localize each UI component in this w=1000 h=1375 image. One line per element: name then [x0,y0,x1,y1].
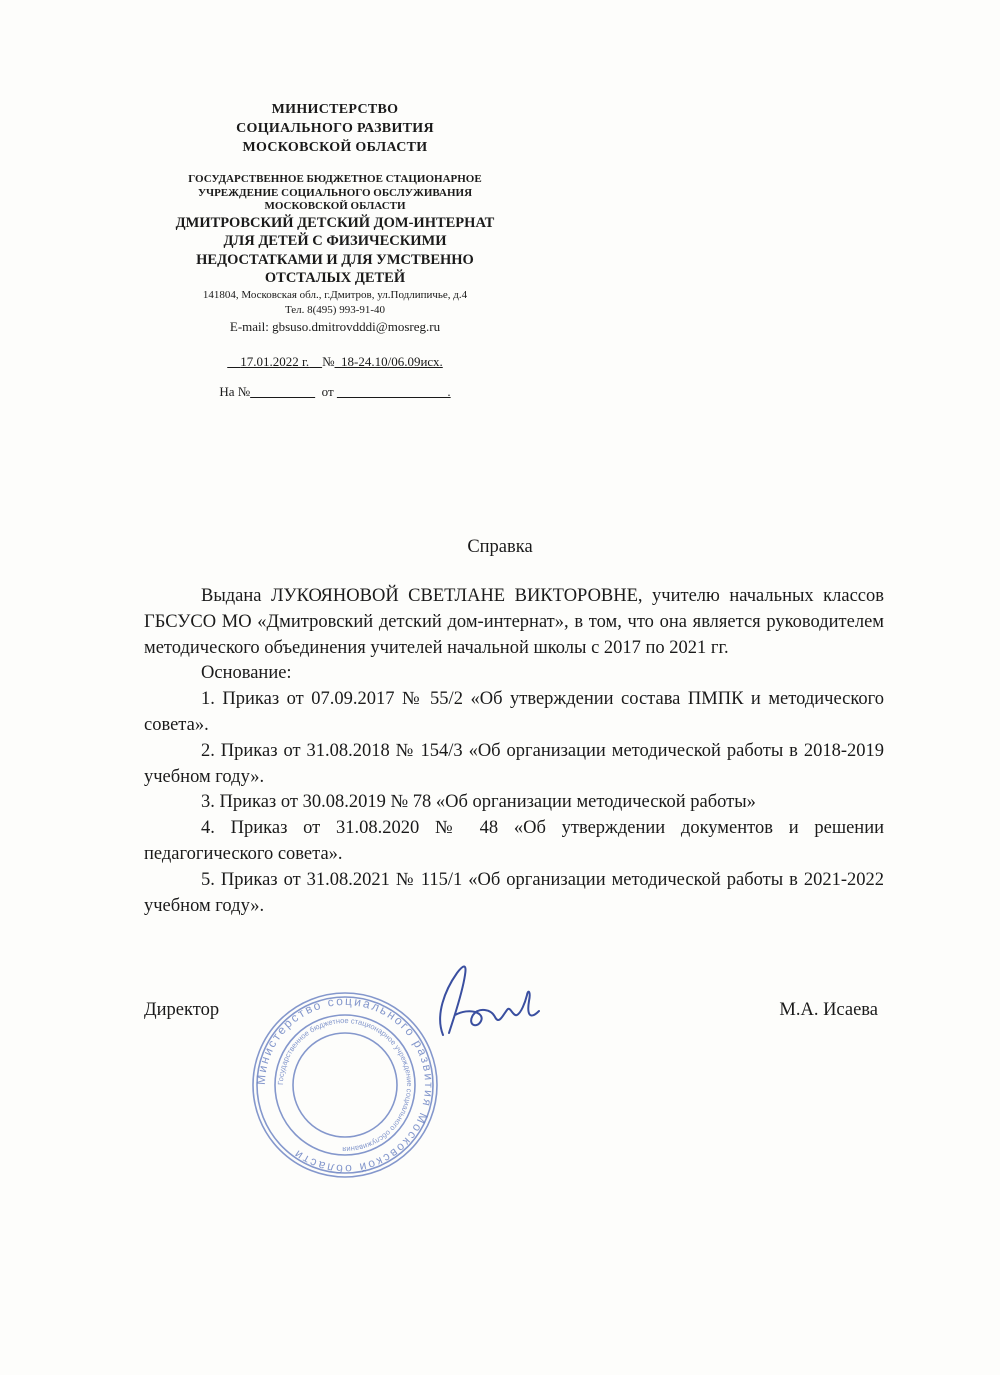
paragraph-order-1: 1. Приказ от 07.09.2017 № 55/2 «Об утверждении состава ПМПК и методического совета». [144,689,884,735]
letterhead [120,100,550,400]
reference-line [120,384,550,400]
signatory-name: М.А. Исаева [779,1000,878,1020]
ministry-line: СОЦИАЛЬНОГО РАЗВИТИЯ [236,121,434,136]
reg-number: 18-24.10/06.09исх. [341,353,443,369]
paragraph-order-5: 5. Приказ от 31.08.2021 № 115/1 «Об организации методической работы в 2021-2022 учебном году». [144,869,884,916]
ref-from: от [321,383,334,399]
institution-name-line: НЕДОСТАТКАМИ И ДЛЯ УМСТВЕННО [196,251,474,268]
document-body [144,584,884,919]
institution-type-line: ГОСУДАРСТВЕННОЕ БЮДЖЕТНОЕ СТАЦИОНАРНОЕ [188,173,482,185]
official-stamp [250,990,440,1180]
ref-prefix: На № [219,383,251,399]
email: E-mail: gbsuso.dmitrovdddi@mosreg.ru [229,318,441,334]
registration-line [120,354,550,370]
institution-name-line: ОТСТАЛЫХ ДЕТЕЙ [264,270,406,286]
ref-date-blank: . [336,383,451,399]
ministry-line: МИНИСТЕРСТВО [271,102,399,117]
paragraph-order-3: 3. Приказ от 30.08.2019 № 78 «Об организации методической работы» [201,792,756,813]
institution-name-line: ДМИТРОВСКИЙ ДЕТСКИЙ ДОМ-ИНТЕРНАТ [175,214,495,231]
svg-text:Государственное бюджетное стац [276,1016,414,1154]
reg-number-field [335,354,443,369]
paragraph-order-4: 4. Приказ от 31.08.2020 № 48 «Об утверждении документов и решении педагогического совета». [144,818,884,864]
institution-type-line: МОСКОВСКОЙ ОБЛАСТИ [264,200,406,212]
handwritten-signature [415,955,555,1045]
stamp-inner-text: Государственное бюджетное стационарное учреждение социального обслуживания [275,1015,415,1155]
reg-date: 17.01.2022 г. [240,353,310,369]
institution-type-line: УЧРЕЖДЕНИЕ СОЦИАЛЬНОГО ОБСЛУЖИВАНИЯ [197,186,473,199]
ministry-line: МОСКОВСКОЙ ОБЛАСТИ [242,140,428,155]
reg-date-field [227,354,322,369]
institution-name [120,214,550,288]
phone: Тел. 8(495) 993-91-40 [284,303,386,316]
reg-number-sign: № [322,353,335,369]
paragraph-issued: Выдана ЛУКОЯНОВОЙ СВЕТЛАНЕ ВИКТОРОВНЕ, учителю начальных классов ГБСУСО МО «Дмитровский детский дом-интернат», в том, что она является руководителем методического объединения учителей начальной школы с 2017 по 2021 гг. [144,586,884,658]
ministry-name [120,100,550,157]
institution-name-line: ДЛЯ ДЕТЕЙ С ФИЗИЧЕСКИМИ [223,233,447,249]
stamp-outer-text: Министерство социального развития Московской области [253,993,437,1177]
signatory-position: Директор [144,1000,220,1020]
paragraph-basis-label: Основание: [201,663,292,684]
ref-number-blank [250,384,315,399]
address: 141804, Московская обл., г.Дмитров, ул.Подлипичье, д.4 [202,288,468,301]
institution-type [120,173,550,214]
paragraph-order-2: 2. Приказ от 31.08.2018 № 154/3 «Об организации методической работы в 2018-2019 учебном году». [144,740,884,787]
document-title: Справка [467,537,533,557]
